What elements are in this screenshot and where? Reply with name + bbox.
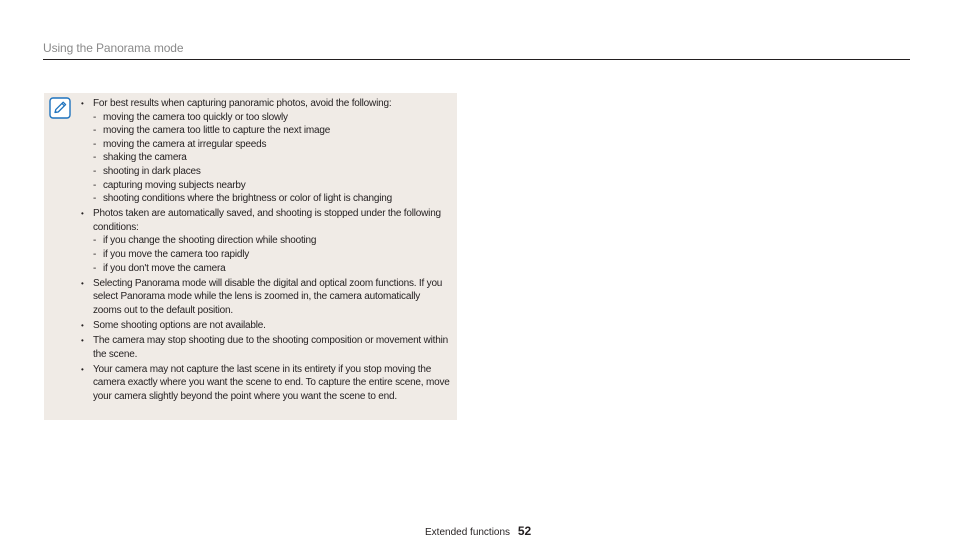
note-item: [80, 319, 450, 333]
note-item: [80, 334, 450, 361]
note-item-text: For best results when capturing panoramic photos, avoid the following:: [93, 98, 392, 109]
note-subitem: - capturing moving subjects nearby: [93, 179, 450, 193]
note-subitem: - shooting in dark places: [93, 165, 450, 179]
note-subitem: - moving the camera too little to capture the next image: [93, 124, 450, 138]
note-subitem: - moving the camera too quickly or too slowly: [93, 111, 450, 125]
note-pencil-icon: [49, 97, 71, 119]
note-sublist: [93, 234, 450, 275]
header-divider: [43, 59, 910, 60]
note-list: [80, 97, 450, 405]
note-subitem: - if you change the shooting direction while shooting: [93, 234, 450, 248]
page-number: 52: [517, 524, 532, 538]
page-footer: [425, 524, 531, 538]
note-item: [80, 97, 450, 206]
note-item-text: The camera may stop shooting due to the shooting composition or movement within the scene.: [93, 335, 448, 360]
note-sublist: [93, 111, 450, 206]
note-item: [80, 277, 450, 318]
note-subitem: - shooting conditions where the brightness or color of light is changing: [93, 192, 450, 206]
footer-section-label: Extended functions: [425, 527, 511, 538]
note-subitem: - shaking the camera: [93, 151, 450, 165]
note-item-text: Photos taken are automatically saved, and shooting is stopped under the following conditions:: [93, 208, 441, 233]
note-subitem: - if you move the camera too rapidly: [93, 248, 450, 262]
note-item: [80, 363, 450, 404]
note-item: [80, 207, 450, 275]
note-item-text: Some shooting options are not available.: [93, 320, 266, 331]
note-subitem: - moving the camera at irregular speeds: [93, 138, 450, 152]
note-subitem: - if you don't move the camera: [93, 262, 450, 276]
note-item-text: Your camera may not capture the last scene in its entirety if you stop moving the camera exactly where you want the scene to end. To capture the entire scene, move your camera slightly beyond the point where you want the scene to end.: [93, 363, 450, 402]
section-header: Using the Panorama mode: [43, 41, 184, 55]
note-item-text: Selecting Panorama mode will disable the digital and optical zoom functions. If you select Panorama mode while the lens is zoomed in, the camera automatically zooms out to the default position.: [93, 277, 443, 316]
